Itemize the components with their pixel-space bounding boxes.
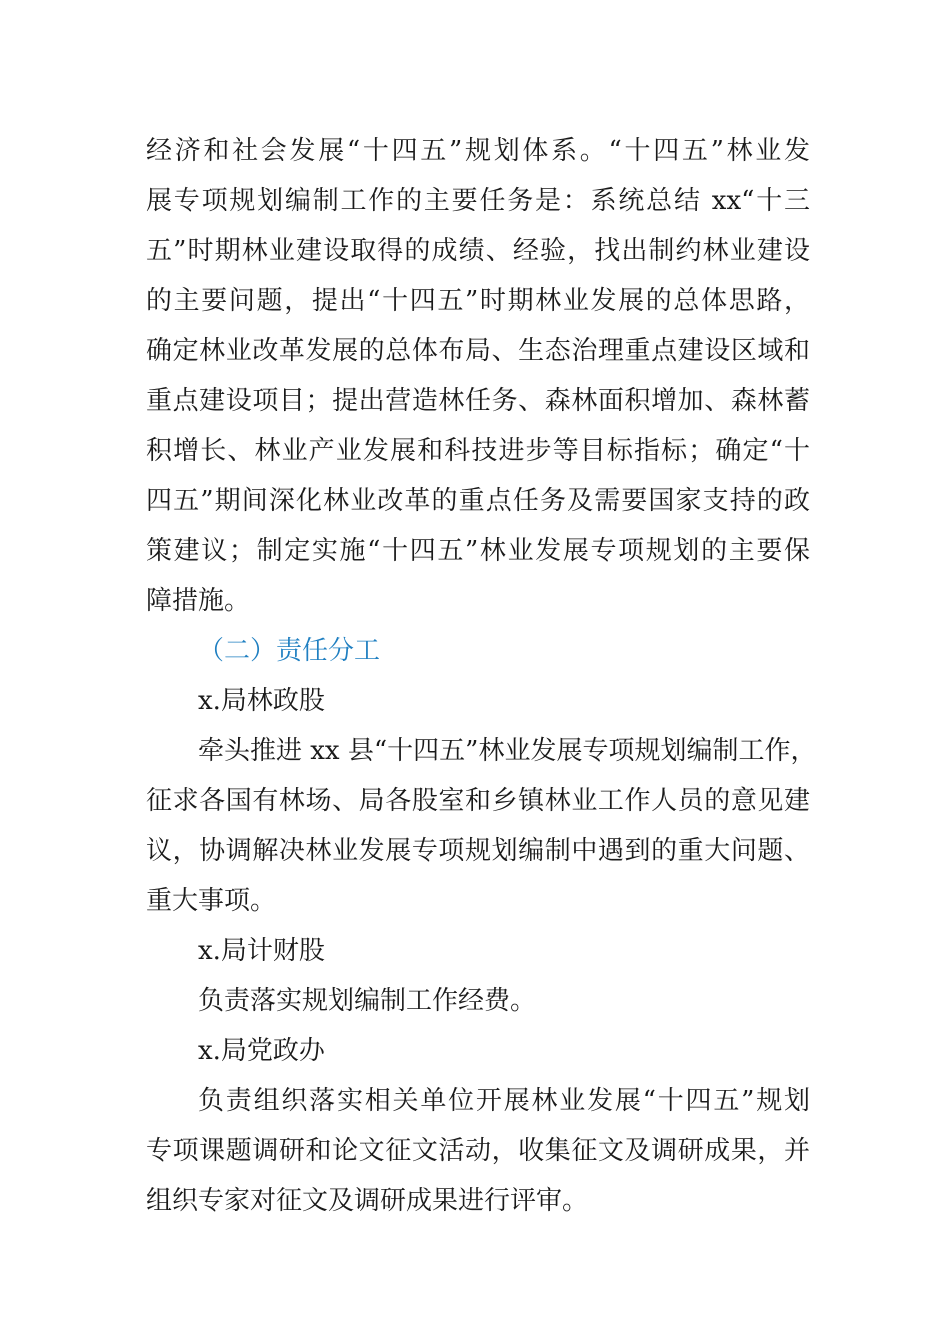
paragraph-line: 策建议；制定实施“十四五”林业发展专项规划的主要保 (146, 536, 810, 566)
paragraph-line: 的主要问题，提出“十四五”时期林业发展的总体思路， (146, 286, 810, 316)
document-body (146, 126, 817, 1226)
paragraph-line: 五”时期林业建设取得的成绩、经验，找出制约林业建设 (146, 236, 810, 266)
paragraph-line: 积增长、林业产业发展和科技进步等目标指标；确定“十 (146, 436, 810, 466)
subsection-title: x.局计财股 (198, 936, 325, 966)
paragraph-line: 议，协调解决林业发展专项规划编制中遇到的重大问题、 (146, 836, 810, 866)
paragraph-line: 专项课题调研和论文征文活动，收集征文及调研成果，并 (146, 1136, 810, 1166)
paragraph-line: 展专项规划编制工作的主要任务是：系统总结 xx“十三 (146, 186, 810, 216)
paragraph-line: 重大事项。 (146, 886, 277, 916)
paragraph-line: 组织专家对征文及调研成果进行评审。 (146, 1186, 589, 1216)
paragraph-line: 负责组织落实相关单位开展林业发展“十四五”规划 (198, 1086, 810, 1116)
paragraph-line: 障措施。 (146, 586, 251, 616)
paragraph-line: 牵头推进 xx 县“十四五”林业发展专项规划编制工作， (198, 736, 817, 766)
section-heading: （二）责任分工 (198, 636, 381, 666)
paragraph-line: 征求各国有林场、局各股室和乡镇林业工作人员的意见建 (146, 786, 810, 816)
paragraph-line: 四五”期间深化林业改革的重点任务及需要国家支持的政 (146, 486, 810, 516)
subsection-title: x.局党政办 (198, 1036, 325, 1066)
subsection-title: x.局林政股 (198, 686, 325, 716)
paragraph-line: 负责落实规划编制工作经费。 (198, 986, 537, 1016)
paragraph-line: 经济和社会发展“十四五”规划体系。“十四五”林业发 (146, 136, 810, 166)
paragraph-line: 确定林业改革发展的总体布局、生态治理重点建设区域和 (146, 336, 810, 366)
paragraph-line: 重点建设项目；提出营造林任务、森林面积增加、森林蓄 (146, 386, 810, 416)
